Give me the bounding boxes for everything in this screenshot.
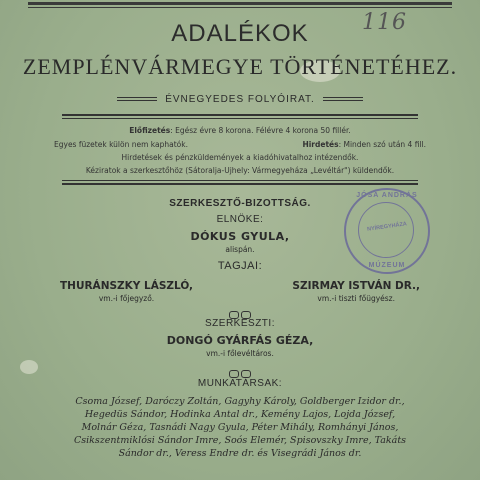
divider-rule <box>62 114 418 116</box>
subscription-line <box>40 126 440 135</box>
chair-title: alispán. <box>225 245 255 254</box>
frequency-text: ÉVNEGYEDES FOLYÓIRAT. <box>165 94 315 105</box>
handwritten-page-number: 116 <box>362 10 407 35</box>
contributors-line: Molnár Géza, Tasnádi Nagy Gyula, Péter Mihály, Romhányi János, <box>81 422 399 433</box>
divider-rule <box>62 183 418 185</box>
members-label: TAGJAI: <box>217 260 263 272</box>
stamp-middle-text: NYÍREGYHÁZA <box>366 221 408 233</box>
subscription-label: Előfizetés <box>129 126 171 135</box>
chair-name: DÓKUS GYULA, <box>190 230 290 243</box>
member-title: vm.-i főjegyző. <box>98 294 155 303</box>
divider-rule-thin <box>62 180 418 181</box>
member-entry <box>292 280 420 303</box>
top-rule <box>28 2 452 5</box>
stamp-bottom-text: MÚZEUM <box>368 262 406 269</box>
contributors-line: Csoma József, Daróczy Zoltán, Gagyhy Károly, Goldberger Izidor dr., <box>75 396 405 407</box>
committee-heading: SZERKESZTŐ-BIZOTTSÁG. <box>169 198 311 209</box>
chair-label: ELNÖKE: <box>216 214 264 225</box>
member-title: vm.-i tiszti főügyész. <box>317 294 395 303</box>
ads-line <box>302 140 426 149</box>
editor-title: vm.-i főlevéltáros. <box>206 349 274 358</box>
editor-name: DONGÓ GYÁRFÁS GÉZA, <box>166 334 314 347</box>
publication-frequency <box>0 94 480 105</box>
ads-text: : Minden szó után 4 fill. <box>338 140 426 149</box>
member-name: SZIRMAY ISTVÁN DR., <box>292 280 420 292</box>
ads-money-line: Hirdetések és pénzküldemények a kiadóhivatalhoz intézendők. <box>121 153 359 162</box>
contributors-label: MUNKATÁRSAK: <box>197 378 283 389</box>
contributors-line: Sándor dr., Veress Endre dr. és Visegrádi János dr. <box>118 448 362 459</box>
ornament-dash <box>117 97 157 101</box>
contributors-line: Csikszentmiklósi Sándor Imre, Soós Elemér, Spisovszky Imre, Takáts <box>73 435 407 446</box>
stamp-top-text: JÓSA ANDRÁS <box>356 192 418 199</box>
subscription-text: : Egész évre 8 korona. Félévre 4 korona 50 fillér. <box>170 126 351 135</box>
divider-rule-thin <box>62 118 418 119</box>
ads-label: Hirdetés <box>302 140 339 149</box>
single-issues-text: Egyes füzetek külön nem kaphatók. <box>54 140 188 149</box>
contributors-list <box>56 395 424 460</box>
member-entry <box>60 280 193 303</box>
ornament-dash <box>323 97 363 101</box>
contributors-line: Hegedüs Sándor, Hodinka Antal dr., Kemény Lajos, Lojda József, <box>84 409 396 420</box>
journal-title: ADALÉKOK <box>171 20 309 47</box>
editor-label: SZERKESZTI: <box>205 318 275 329</box>
member-name: THURÁNSZKY LÁSZLÓ, <box>60 280 194 292</box>
manuscripts-line: Kéziratok a szerkesztőhöz (Sátoralja-Ujhely: Vármegyeháza „Levéltár") küldendők. <box>85 166 395 175</box>
members-row <box>60 280 420 303</box>
top-rule-thin <box>28 7 452 8</box>
journal-subtitle: ZEMPLÉNVÁRMEGYE TÖRTÉNETÉHEZ. <box>22 54 458 79</box>
museum-stamp <box>344 188 430 274</box>
issues-ads-line <box>40 140 440 149</box>
